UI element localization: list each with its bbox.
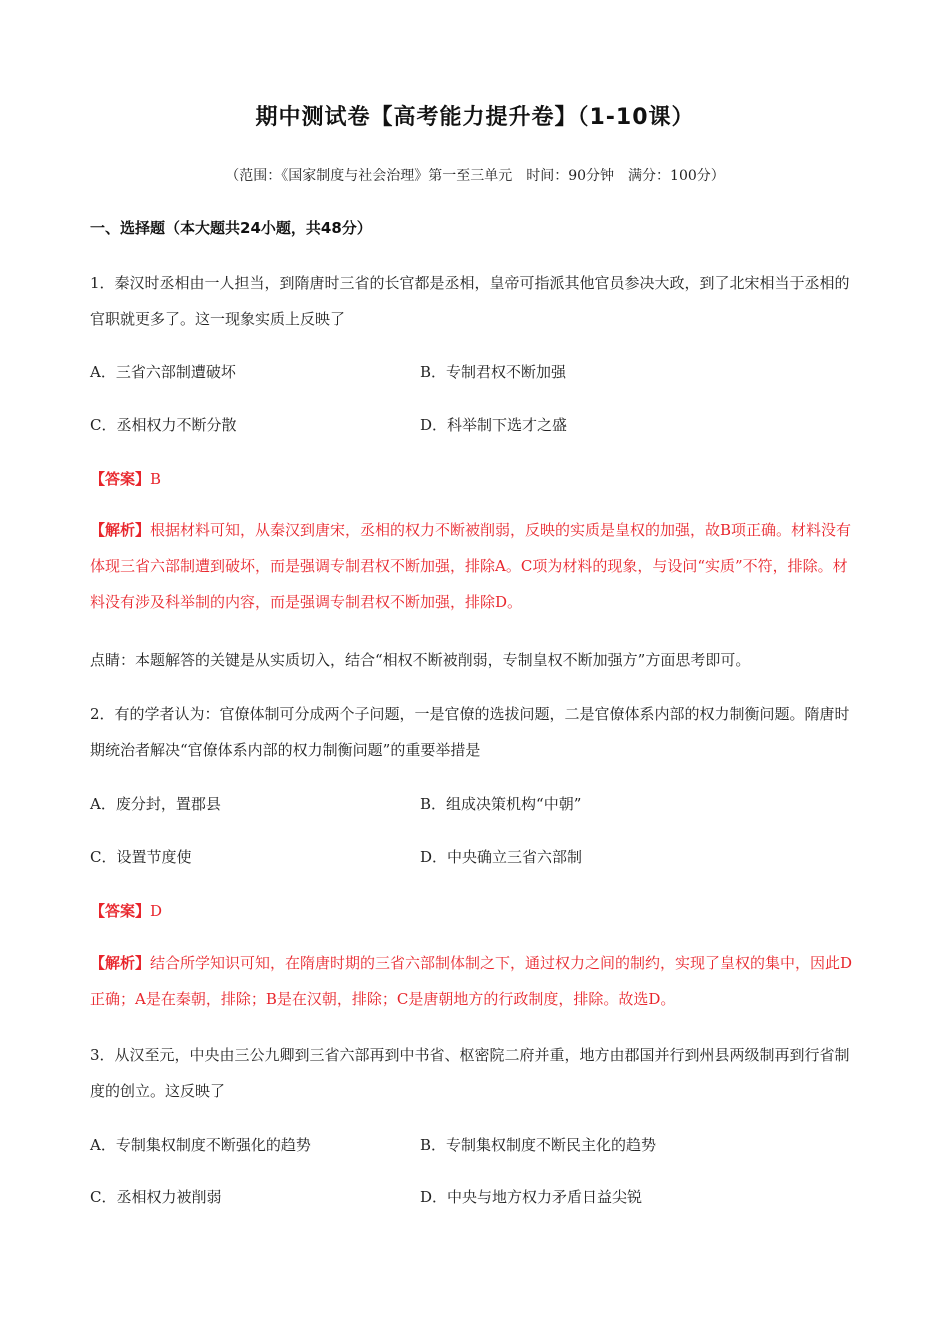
section-heading: 一、选择题（本大题共24小题，共48分） <box>90 219 372 237</box>
question-2-option-d: D．中央确立三省六部制 <box>420 848 583 866</box>
question-3-option-d: D．中央与地方权力矛盾日益尖锐 <box>420 1188 643 1206</box>
analysis-text: 根据材料可知，从秦汉到唐宋，丞相的权力不断被削弱，反映的实质是皇权的加强，故B项正确。材料没有体现三省六部制遭到破坏，而是强调专制君权不断加强，排除A。C项为材料的现象，与设问“实质”不符，排除。材料没有涉及科举制的内容，而是强调专制君权不断加强，排除D。 <box>90 521 852 611</box>
question-3-stem: 3．从汉至元，中央由三公九卿到三省六部再到中书省、枢密院二府并重，地方由郡国并行到州县两级制再到行省制度的创立。这反映了 <box>90 1046 850 1100</box>
answer-value: D <box>150 902 163 920</box>
answer-value: B <box>150 470 162 488</box>
question-3-option-b: B．专制集权制度不断民主化的趋势 <box>420 1136 657 1154</box>
question-2-option-a: A．废分封，置郡县 <box>90 795 221 813</box>
question-2-stem: 2．有的学者认为：官僚体制可分成两个子问题，一是官僚的选拔问题，二是官僚体系内部的权力制衡问题。隋唐时期统治者解决“官僚体系内部的权力制衡问题”的重要举措是 <box>90 705 850 759</box>
answer-tag: 【答案】 <box>90 470 151 488</box>
question-1-option-c: C．丞相权力不断分散 <box>90 416 237 434</box>
answer-tag: 【答案】 <box>90 902 151 920</box>
question-2-option-b: B．组成决策机构“中朝” <box>420 795 582 813</box>
exam-subtitle: （范围：《国家制度与社会治理》第一至三单元 时间：90分钟 满分：100分） <box>225 168 725 184</box>
question-3-option-a: A．专制集权制度不断强化的趋势 <box>90 1136 311 1154</box>
question-1-stem: 1．秦汉时丞相由一人担当，到隋唐时三省的长官都是丞相，皇帝可指派其他官员参决大政，到了北宋相当于丞相的官职就更多了。这一现象实质上反映了 <box>90 274 850 328</box>
analysis-tag: 【解析】 <box>90 954 151 972</box>
question-1-option-b: B．专制君权不断加强 <box>420 363 567 381</box>
question-3-option-c: C．丞相权力被削弱 <box>90 1188 222 1206</box>
question-1-option-a: A．三省六部制遭破坏 <box>90 363 236 381</box>
analysis-tag: 【解析】 <box>90 521 151 539</box>
question-1-analysis <box>90 512 862 620</box>
question-1-answer <box>90 468 161 489</box>
question-2-answer <box>90 900 162 921</box>
question-1-note: 点睛：本题解答的关键是从实质切入，结合“相权不断被削弱，专制皇权不断加强方”方面思考即可。 <box>90 651 751 669</box>
question-2-option-c: C．设置节度使 <box>90 848 192 866</box>
question-1-option-d: D．科举制下选才之盛 <box>420 416 568 434</box>
question-2-analysis <box>90 945 862 1017</box>
analysis-text: 结合所学知识可知，在隋唐时期的三省六部制体制之下，通过权力之间的制约，实现了皇权的集中，因此D正确；A是在秦朝，排除；B是在汉朝，排除；C是唐朝地方的行政制度，排除。故选D。 <box>90 954 853 1008</box>
page-title: 期中测试卷【高考能力提升卷】（1-10课） <box>255 105 695 130</box>
